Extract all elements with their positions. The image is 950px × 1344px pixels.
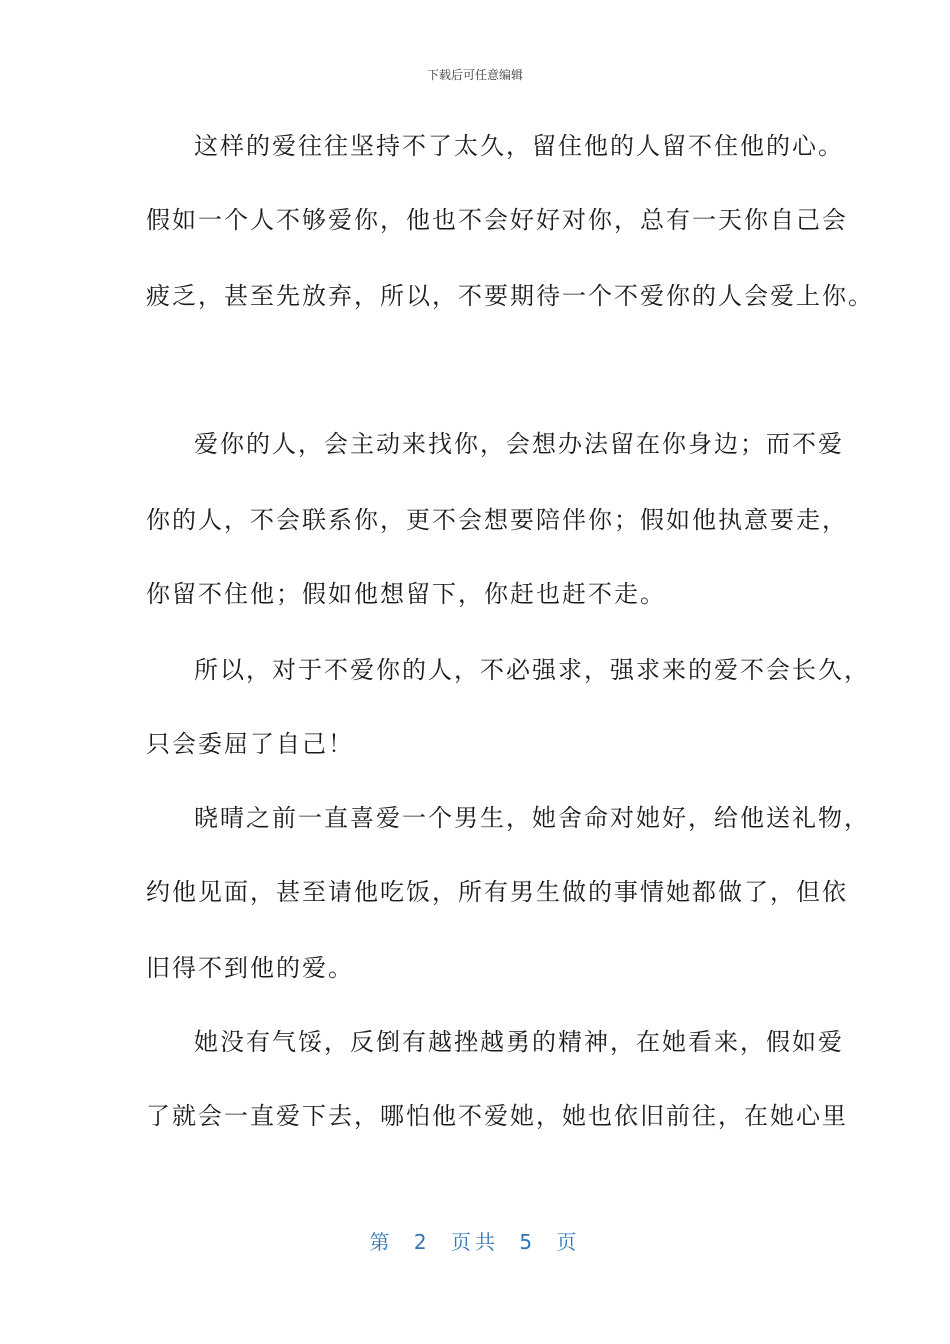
text-line: 爱你的人，会主动来找你，会想办法留在你身边；而不爱 [194, 430, 844, 458]
page-header: 下载后可任意编辑 [426, 68, 523, 82]
text-line: 这样的爱往往坚持不了太久，留住他的人留不住他的心。 [194, 132, 844, 160]
text-line: 所以，对于不爱你的人，不必强求，强求来的爱不会长久， [194, 656, 870, 684]
text-line: 只会委屈了自己！ [146, 730, 354, 758]
page-footer: 第 2 页共 5 页 [369, 1230, 581, 1254]
text-line: 旧得不到他的爱。 [146, 954, 354, 982]
text-line: 你留不住他；假如他想留下，你赶也赶不走。 [146, 580, 666, 608]
text-line: 你的人，不会联系你，更不会想要陪伴你；假如他执意要走， [146, 506, 848, 534]
text-line: 约他见面，甚至请他吃饭，所有男生做的事情她都做了，但依 [146, 878, 848, 906]
text-line: 晓晴之前一直喜爱一个男生，她舍命对她好，给他送礼物， [194, 804, 870, 832]
text-line: 假如一个人不够爱你，他也不会好好对你，总有一天你自己会 [146, 206, 848, 234]
text-line: 疲乏，甚至先放弃，所以，不要期待一个不爱你的人会爱上你。 [146, 282, 874, 310]
text-line: 她没有气馁，反倒有越挫越勇的精神，在她看来，假如爱 [194, 1028, 844, 1056]
text-line: 了就会一直爱下去，哪怕他不爱她，她也依旧前往，在她心里 [146, 1102, 848, 1130]
